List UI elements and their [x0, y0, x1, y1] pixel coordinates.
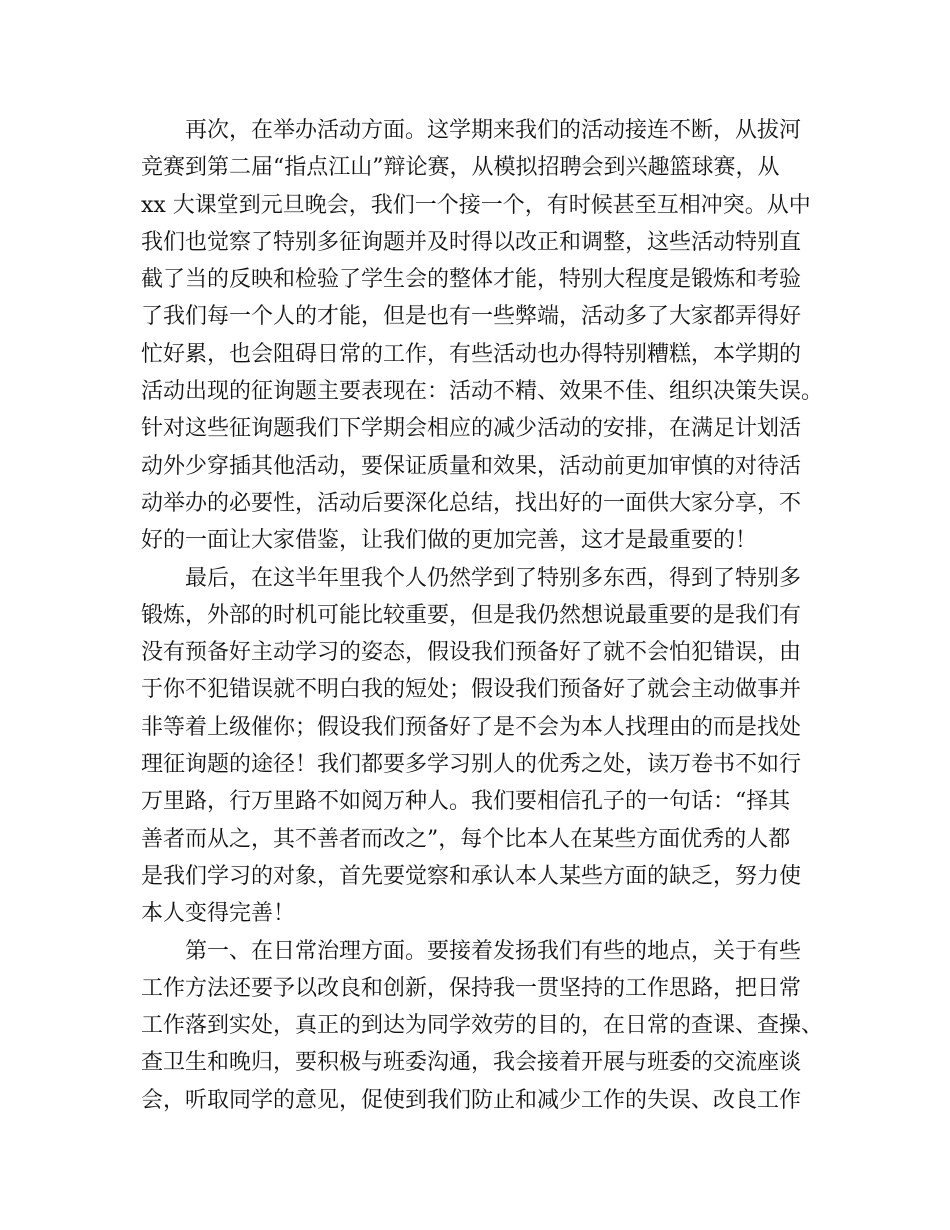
text-line: 会，听取同学的意见，促使到我们防止和减少工作的失误、改良工作 [141, 1087, 802, 1113]
text-line: 本人变得完善！ [141, 901, 296, 927]
paragraph-daily-management [141, 933, 824, 1119]
text-line: 了我们每一个人的才能，但是也有一些弊端，活动多了大家都弄得好 [141, 304, 802, 330]
text-line: xx 大课堂到元旦晚会，我们一个接一个，有时候甚至互相冲突。从中 [141, 192, 811, 218]
paragraph-lastly [141, 560, 821, 933]
text-line: 于你不犯错误就不明白我的短处；假设我们预备好了就会主动做事并 [141, 677, 802, 703]
document-body [141, 112, 824, 1119]
text-line: 善者而从之，其不善者而改之”，每个比本人在某些方面优秀的人都 [141, 826, 791, 852]
paragraph-activities [141, 112, 824, 560]
text-line: 非等着上级催你；假设我们预备好了是不会为本人找理由的而是找处 [141, 714, 802, 740]
text-line: 我们也觉察了特别多征询题并及时得以改正和调整，这些活动特别直 [141, 229, 802, 255]
text-line: 工作落到实处，真正的到达为同学效劳的目的，在日常的查课、查操、 [141, 1013, 824, 1039]
text-line: 最后，在这半年里我个人仍然学到了特别多东西，得到了特别多 [141, 565, 802, 591]
text-line: 万里路，行万里路不如阅万种人。我们要相信孔子的一句话：“择其 [141, 789, 791, 815]
text-line: 针对这些征询题我们下学期会相应的减少活动的安排，在满足计划活 [141, 416, 802, 442]
text-line: 锻炼，外部的时机可能比较重要，但是我仍然想说最重要的是我们有 [141, 602, 802, 628]
text-line: 忙好累，也会阻碍日常的工作，有些活动也办得特别糟糕，本学期的 [141, 341, 802, 367]
text-line: 竞赛到第二届“指点江山”辩论赛，从模拟招聘会到兴趣篮球赛，从 [141, 155, 780, 181]
text-line: 第一、在日常治理方面。要接着发扬我们有些的地点，关于有些 [141, 938, 802, 964]
text-line: 动举办的必要性，活动后要深化总结，找出好的一面供大家分享，不 [141, 490, 802, 516]
text-line: 截了当的反映和检验了学生会的整体才能，特别大程度是锻炼和考验 [141, 267, 802, 293]
text-line: 工作方法还要予以改良和创新，保持我一贯坚持的工作思路，把日常 [141, 975, 802, 1001]
text-line: 没有预备好主动学习的姿态，假设我们预备好了就不会怕犯错误，由 [141, 640, 802, 666]
text-line: 查卫生和晚归，要积极与班委沟通，我会接着开展与班委的交流座谈 [141, 1050, 802, 1076]
text-line: 活动出现的征询题主要表现在：活动不精、效果不佳、组织决策失误。 [141, 379, 824, 405]
text-line: 再次，在举办活动方面。这学期来我们的活动接连不断，从拔河 [141, 118, 802, 143]
text-line: 好的一面让大家借鉴，让我们做的更加完善，这才是最重要的！ [141, 528, 758, 554]
text-line: 理征询题的途径！我们都要多学习别人的优秀之处，读万卷书不如行 [141, 752, 802, 778]
text-line: 是我们学习的对象，首先要觉察和承认本人某些方面的缺乏，努力使 [141, 863, 802, 889]
text-line: 动外少穿插其他活动，要保证质量和效果，活动前更加审慎的对待活 [141, 453, 802, 479]
